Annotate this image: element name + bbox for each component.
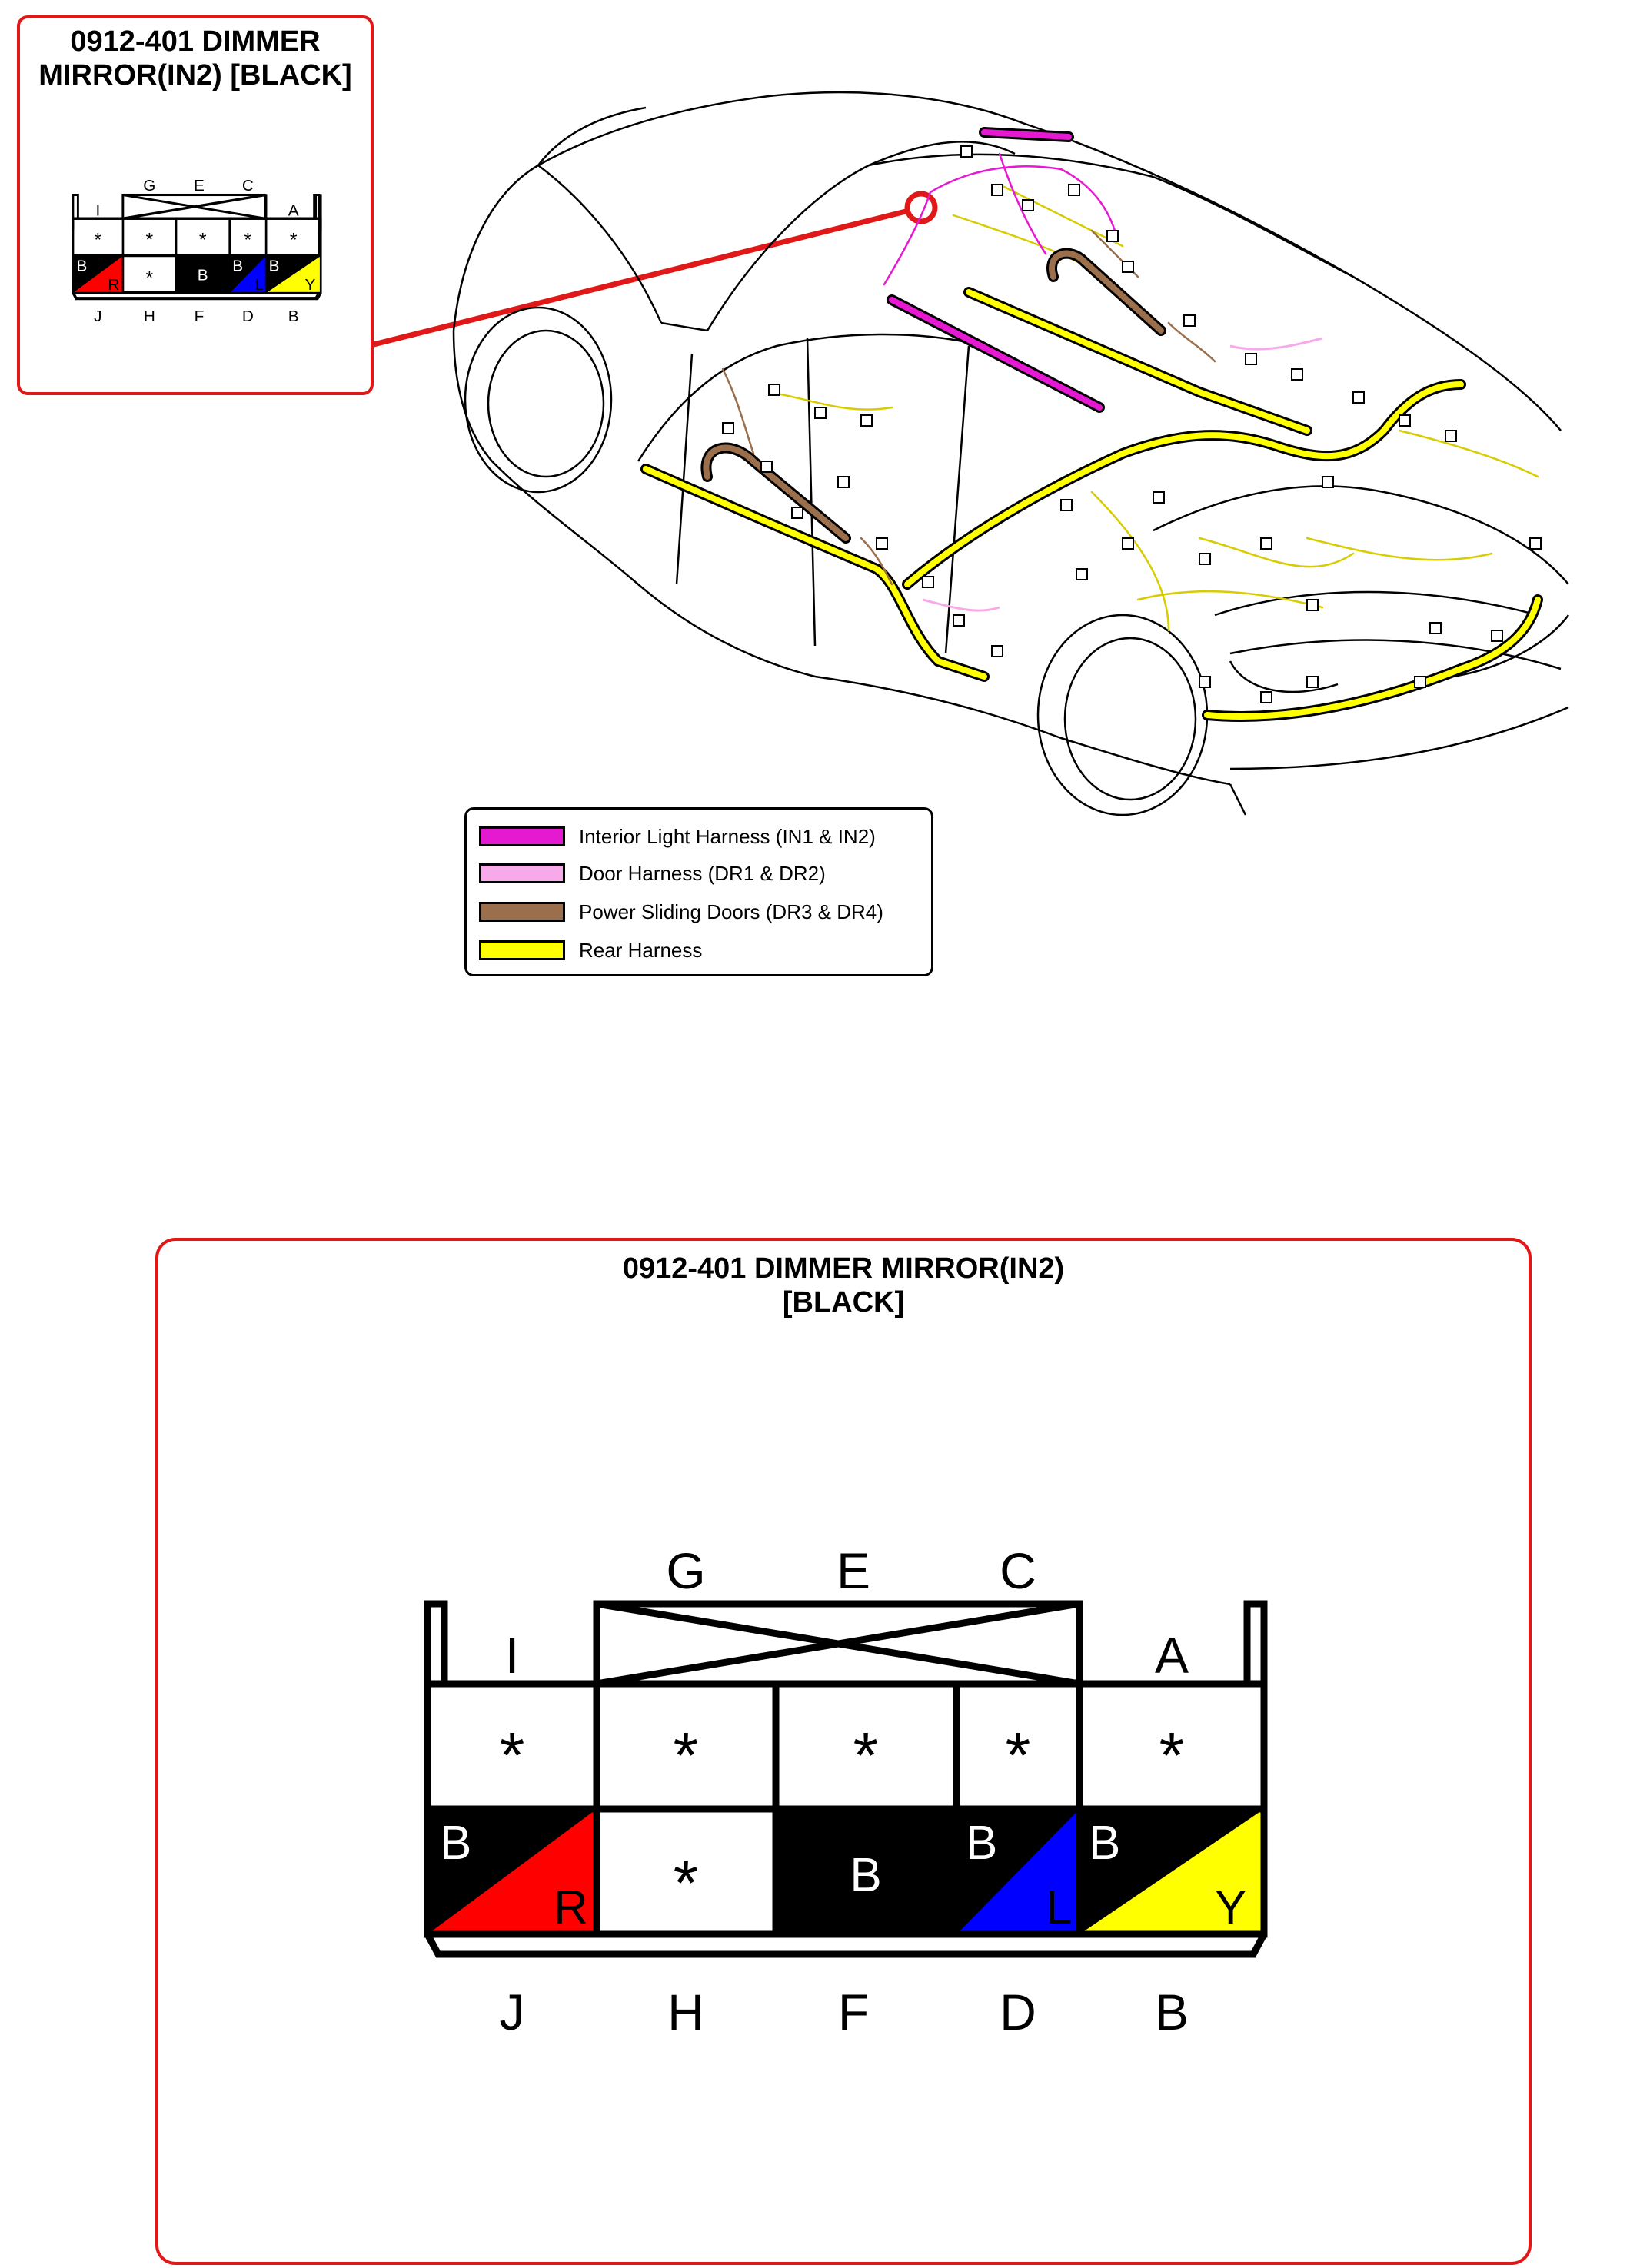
callout-cell-j-base: B [76, 257, 88, 275]
legend-swatch-rear [479, 940, 565, 960]
detail-title-line2: [BLACK] [782, 1286, 905, 1319]
pin-label-i: I [504, 1627, 520, 1684]
pin-label-d: D [1000, 1984, 1036, 2040]
callout-pin-a: A [288, 201, 299, 220]
pin-label-b: B [1154, 1984, 1189, 2040]
legend [464, 807, 933, 976]
pin-label-c: C [1000, 1542, 1036, 1599]
callout-cell-b-stripe: Y [304, 276, 316, 294]
cell-j-stripe-label: R [554, 1881, 588, 1934]
cell-b-base-label: B [1089, 1817, 1121, 1870]
pin-label-h: H [667, 1984, 704, 2040]
callout-cell-g-mark: * [145, 229, 154, 251]
callout-title-line2: MIRROR(IN2) [BLACK] [38, 59, 352, 91]
cell-a-mark: * [1159, 1719, 1185, 1791]
detail-title-line1: 0912-401 DIMMER MIRROR(IN2) [622, 1252, 1065, 1285]
callout-cell-d-base: B [232, 257, 244, 275]
pin-label-a: A [1154, 1627, 1189, 1684]
pin-label-g: G [666, 1542, 706, 1599]
legend-item-power-sliding-doors [479, 897, 925, 928]
legend-item-interior-light [479, 822, 925, 853]
cell-i-mark: * [499, 1719, 525, 1791]
bottom-pin-labels [500, 1984, 1189, 2040]
harness-connectors [723, 146, 1541, 703]
callout-pin-i: I [95, 201, 101, 220]
callout-pin-h: H [143, 307, 155, 325]
callout-title-line1: 0912-401 DIMMER [70, 25, 321, 58]
car-body-outline [454, 92, 1568, 815]
cell-d-base-label: B [966, 1817, 998, 1870]
callout-pin-j: J [94, 307, 102, 325]
pin-label-j: J [499, 1984, 525, 2040]
legend-swatch-interior-light [479, 826, 565, 846]
callout-pin-f: F [194, 307, 205, 325]
cell-d-stripe-label: L [1046, 1881, 1073, 1934]
legend-label-rear: Rear Harness [579, 939, 703, 962]
vehicle-harness-illustration [415, 85, 1584, 838]
callout-cell-d-stripe: L [254, 276, 264, 294]
detail-title [155, 1252, 1532, 1319]
door-harness [923, 338, 1322, 610]
cell-e-mark: * [853, 1719, 879, 1791]
cell-g-mark: * [673, 1719, 699, 1791]
legend-swatch-power-sliding-doors [479, 902, 565, 922]
cell-f-base-label: B [850, 1849, 882, 1902]
legend-label-interior-light: Interior Light Harness (IN1 & IN2) [579, 825, 876, 848]
callout-cell-a-mark: * [289, 229, 298, 251]
interior-light-harness [884, 132, 1115, 407]
callout-pin-e: E [194, 176, 205, 195]
pin-label-f: F [837, 1984, 870, 2040]
cell-b-stripe-label: Y [1215, 1881, 1247, 1934]
callout-cell-h-mark: * [145, 267, 154, 289]
pin-label-e: E [836, 1542, 871, 1599]
callout-pin-c: C [241, 176, 254, 195]
cell-h-mark: * [673, 1847, 699, 1919]
callout-cell-i-mark: * [94, 229, 102, 251]
callout-cell-e-mark: * [198, 229, 207, 251]
callout-pin-b: B [288, 307, 299, 325]
callout-pin-d: D [241, 307, 254, 325]
cell-j-base-label: B [440, 1817, 472, 1870]
legend-item-door [479, 859, 925, 890]
legend-item-rear [479, 936, 925, 966]
callout-cell-c-mark: * [244, 229, 252, 251]
top-pin-labels [505, 1542, 1189, 1684]
legend-label-power-sliding-doors: Power Sliding Doors (DR3 & DR4) [579, 900, 883, 923]
legend-label-door: Door Harness (DR1 & DR2) [579, 862, 826, 885]
callout-cell-f-base: B [197, 266, 208, 284]
callout-cell-j-stripe: R [108, 276, 120, 294]
connector-face-diagram [415, 1538, 1276, 2060]
callout-cell-b-base: B [268, 257, 280, 275]
callout-pin-g: G [143, 176, 156, 195]
legend-swatch-door [479, 863, 565, 883]
cell-c-mark: * [1005, 1719, 1031, 1791]
callout-connector-face [69, 175, 324, 331]
